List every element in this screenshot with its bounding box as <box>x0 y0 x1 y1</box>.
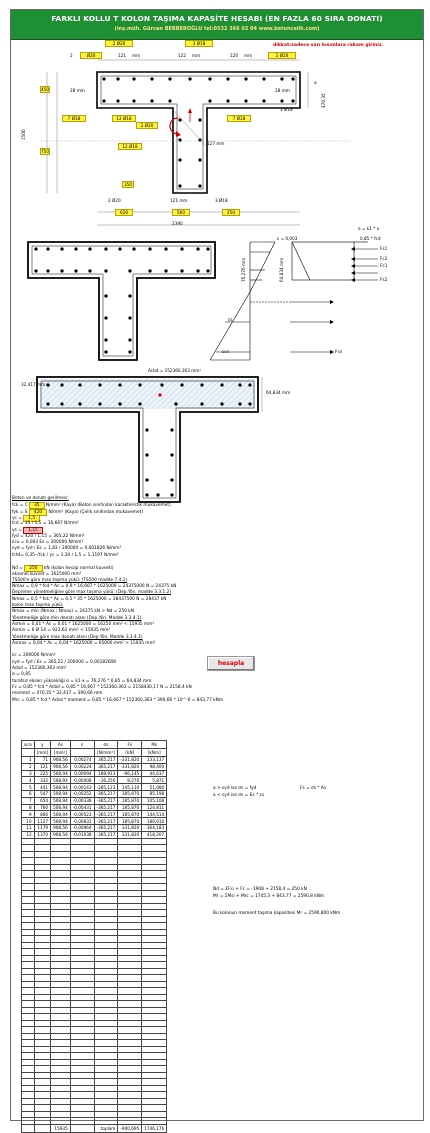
column-header: [N/mm²] <box>94 749 118 757</box>
table-cell: -331,820 <box>118 757 142 764</box>
table-cell: -365,217 <box>94 831 118 838</box>
table-cell: -0,00143 <box>70 784 94 791</box>
table-cell: 3 <box>22 770 35 777</box>
table-cell: -0,00338 <box>70 797 94 804</box>
table-cell: -365,217 <box>94 804 118 811</box>
calc-line: α = 0,85 <box>12 672 31 678</box>
alpha-label: α <box>314 80 317 85</box>
total-cell: 1746,176 <box>142 1124 167 1132</box>
table-cell: 654 <box>34 797 50 804</box>
calc-line: kolon max taşıma yükü: <box>12 603 64 609</box>
table-cell: 188,913 <box>94 770 118 777</box>
t-section-compression <box>37 377 262 502</box>
bar-stem-top[interactable]: 2 Ø20 <box>136 122 158 129</box>
calc-line: fcd = 35 / 1,5 = 16,667 N/mm² <box>12 521 79 527</box>
table-cell: 1179 <box>34 824 50 831</box>
table-cell: 185,870 <box>118 797 142 804</box>
note-r2: a < εyd ise σs = Es * εs <box>213 793 265 798</box>
calc-line: Asmin = 0,01 * Ac = 0,01 * 1625000 = 16250 mm² < 15935 mm² <box>12 621 155 627</box>
t-section-stress <box>28 242 378 360</box>
dim-120: 120 <box>230 53 238 58</box>
dim-unit-3: mm <box>244 53 253 58</box>
stem-height-input[interactable]: 750 <box>41 149 49 154</box>
calc-line: Asmin = 6 Ø 14 = 923,63 mm² < 15935 mm² <box>12 628 111 634</box>
table-cell: -0,00008 <box>70 777 94 784</box>
table-cell: 760 <box>34 804 50 811</box>
calc-line: Nmax = 0,5 * fck * Ac = 0,5 * 35 * 1625000 = 28437500 N = 28437 kN <box>12 596 167 602</box>
table-cell: 508,94 <box>51 811 71 818</box>
calc-line: Nmax = min (Nmax ; Nmax) = 24375 kN > Nd = 250 kN <box>12 609 135 615</box>
table-cell: -365,217 <box>94 811 118 818</box>
table-cell: 866 <box>34 811 50 818</box>
input-cell[interactable]: 35 <box>29 502 44 509</box>
input-cell[interactable]: 420 <box>29 509 47 516</box>
calc-line: Yönetmeliğe göre max donatı alanı (Dep.Yön. Madde 3.3.4.1) <box>12 634 143 640</box>
table-cell: -365,217 <box>94 790 118 797</box>
table-cell: 8 <box>22 804 35 811</box>
table-cell: 121 <box>34 763 50 770</box>
total-height: 1500 <box>21 129 26 140</box>
eps-s1: εs <box>228 317 233 322</box>
column-header: ε <box>70 741 94 749</box>
calc-line: Nd = 250 kN (kolon hesap normal kuvveti) <box>12 566 114 572</box>
total-cell <box>22 1124 35 1132</box>
note-n1: Nd = ΣFsi + Fc = -1908 + 2158,4 = 250 kN <box>213 887 307 892</box>
table-row <box>22 784 167 791</box>
table-cell: 364,183 <box>142 824 167 831</box>
total-cell <box>34 1124 50 1132</box>
column-header: Fs <box>118 741 142 749</box>
calc-line: fyd = 420 / 1,15 = 365,22 N/mm² <box>12 533 85 539</box>
table-cell: 908,56 <box>51 763 71 770</box>
input-cell[interactable]: 250 <box>24 565 42 572</box>
dim-unit-1: mm <box>132 53 141 58</box>
calc-line: fck = C 35 N/mm² (Kaya) (Beton sınıfından karakteristik mukavemet) <box>12 503 171 509</box>
force-fc1: Fc1 <box>380 263 388 268</box>
table-cell: 144,514 <box>142 811 167 818</box>
column-header <box>70 749 94 757</box>
column-header: [kNm] <box>142 749 167 757</box>
note-r1: a > εyd ise σs = fyd <box>213 786 257 791</box>
column-header: [mm²] <box>51 749 71 757</box>
table-cell: 186,010 <box>142 818 167 825</box>
results-table <box>21 740 167 1133</box>
column-header: As <box>51 741 71 749</box>
table-row <box>22 797 167 804</box>
table-cell: 225 <box>34 770 50 777</box>
calc-line: γs = 1,15 <box>12 527 404 533</box>
table-cell: 1 <box>22 757 35 764</box>
table-cell: -285,123 <box>94 784 118 791</box>
table-cell: 44,637 <box>142 770 167 777</box>
acbd-caption: Acbd = 152360,363 mm² <box>148 368 202 373</box>
table-cell: 508,94 <box>51 804 71 811</box>
note-n3: Bu kolonun moment taşıma kapasitesi Mr = 2590,800 kNm <box>213 911 341 916</box>
table-cell: 908,56 <box>51 831 71 838</box>
dim-unit-2: mm <box>192 53 201 58</box>
column-header <box>22 749 35 757</box>
k1x-label: a = k1 * x <box>358 226 380 231</box>
bar-dim-1[interactable]: Ø20 <box>80 52 102 59</box>
table-cell: 145,110 <box>118 784 142 791</box>
table-cell: 441 <box>34 784 50 791</box>
table-cell: 1370 <box>34 831 50 838</box>
table-cell: -365,217 <box>94 824 118 831</box>
eps-sn: εsn <box>222 349 230 354</box>
calc-line: εcu = 0,003 Es = 200000 N/mm² <box>12 540 84 546</box>
table-cell: 124,811 <box>142 804 167 811</box>
table-cell: 185,870 <box>118 790 142 797</box>
note-r1b: Fs = σs * As <box>300 786 327 791</box>
input-cell[interactable]: 1,5 <box>23 515 40 522</box>
depth2-label: 64,834 mm <box>279 257 284 282</box>
calc-line: fyk = S 420 N/mm² (Kaya) (Çelik sınıfından mukavemet) <box>12 509 143 515</box>
calc-line: Asmax = 0,04 * Ac = 0,04 * 1625000 = 65000 mm² > 15935 mm² <box>12 640 156 646</box>
calculation-block <box>12 496 404 704</box>
force-fsn: Fsn <box>335 349 343 354</box>
table-cell: 51,080 <box>142 784 167 791</box>
calc-line: εc = 200000 N/mm² <box>12 653 56 659</box>
table-cell: 908,56 <box>51 757 71 764</box>
calc-line: Beton ve donatı gerilmesi: <box>12 496 69 501</box>
table-cell: 2 <box>22 763 35 770</box>
calc-line: eksenel kuvvet = 1625000 mm² <box>12 571 82 577</box>
table-cell: 4 <box>22 777 35 784</box>
bar-side-left[interactable]: 7 Ø18 <box>62 115 86 122</box>
table-cell: 508,94 <box>51 790 71 797</box>
force-fs2: Fs2 <box>380 277 388 282</box>
dim-28a: 28 mm <box>70 88 85 93</box>
calc-line: moment = 470,35 * 32,417 = 390,66 mm <box>12 691 103 697</box>
table-cell: -0,01038 <box>70 831 94 838</box>
table-cell: 133,137 <box>142 757 167 764</box>
rebar-dots-top <box>102 77 294 187</box>
dim-122: 122 <box>178 53 186 58</box>
table-cell: -0,00964 <box>70 824 94 831</box>
dim-620[interactable]: 620 <box>115 209 133 216</box>
total-width: 2390 <box>172 221 183 226</box>
table-cell: 11 <box>22 824 35 831</box>
table-cell: -331,820 <box>118 763 142 770</box>
mid-label[interactable]: 350 <box>124 182 132 187</box>
calc-line: Yönetmeliğe göre min donatı alanı (Dep.Yön. Madde 3.3.4.1) <box>12 615 142 621</box>
total-cell: -900,695 <box>118 1124 142 1132</box>
bar-top-right[interactable]: 2 Ø20 <box>268 52 296 59</box>
calc-line: fctd= 0,35·√fck / γc = 1,30 / 1,5 = 1,1197 N/mm² <box>12 552 119 558</box>
table-cell: 0,00224 <box>70 763 94 770</box>
table-row <box>22 777 167 784</box>
bar-side-right[interactable]: 7 Ø18 <box>227 115 251 122</box>
column-header: Ms <box>142 741 167 749</box>
table-cell: 0,00274 <box>70 757 94 764</box>
table-cell: -96,145 <box>118 770 142 777</box>
table-cell: -16,250 <box>94 777 118 784</box>
dim-28b: 28 mm <box>275 88 290 93</box>
right-dim-2: 64,834 mm <box>266 390 291 395</box>
input-cell[interactable]: 1,15 <box>23 527 43 534</box>
table-cell: -365,217 <box>94 797 118 804</box>
table-cell: 185,870 <box>118 804 142 811</box>
table-cell: 5,871 <box>142 777 167 784</box>
table-cell: -0,00523 <box>70 811 94 818</box>
eps-c-label: ε = 0,003 <box>277 236 298 241</box>
table-cell: 105,108 <box>142 797 167 804</box>
table-cell: -0,00252 <box>70 790 94 797</box>
total-cell: toplam <box>94 1124 118 1132</box>
calc-line: εyd = fyd / Es = 1,83 / 200000 = 0,001826 N/mm² <box>12 546 122 552</box>
calc-line: Nmax = 0,9 * fcd * Ac = 0,9 * 16,667 * 1625000 = 24375000 N = 24375 kN <box>12 584 177 590</box>
dim-121b: 121 mm <box>170 198 188 203</box>
table-cell: 365,217 <box>94 763 118 770</box>
bar-stem[interactable]: 12 Ø18 <box>118 143 142 150</box>
table-cell: 12 <box>22 831 35 838</box>
table-cell: 508,94 <box>51 818 71 825</box>
dim-121: 121 <box>118 53 126 58</box>
table-cell: 547 <box>34 790 50 797</box>
column-header: [kN] <box>118 749 142 757</box>
table-cell: 331,820 <box>118 831 142 838</box>
table-cell: 185,870 <box>118 818 142 825</box>
table-cell: 508,94 <box>51 797 71 804</box>
calc-line: Fc = 0,85 * fcd * Acbd = 0,85 * 16,667 * 152360,363 = 2158430,17 N = 2158,4 kN <box>12 684 192 690</box>
column-header: y <box>34 741 50 749</box>
table-cell: 7 <box>22 797 35 804</box>
force-fs1: Fs1 <box>380 246 388 251</box>
table-cell: 365,217 <box>94 757 118 764</box>
t-section-top <box>40 60 350 225</box>
calc-line: εyd = fyd / Es = 365,22 / 200000 = 0,00182608 <box>12 659 117 665</box>
table-cell: 508,94 <box>51 777 71 784</box>
table-row <box>22 831 167 838</box>
table-row <box>22 790 167 797</box>
table-cell: 85,198 <box>142 790 167 797</box>
table-header-row <box>22 741 167 749</box>
left-dim-2: 32,417 mm <box>21 382 46 387</box>
bar-top-mid[interactable]: 3 Ø18 <box>185 40 213 47</box>
table-cell: 8,270 <box>118 777 142 784</box>
table-cell: 332 <box>34 777 50 784</box>
column-header: sıra <box>22 741 35 749</box>
total-cell <box>70 1124 94 1132</box>
table-cell: 98,400 <box>142 763 167 770</box>
bar-bottom-left: 2 Ø20 <box>108 198 121 203</box>
calc-line: Depreme yönetmeliğine göre max taşıma yükü: (Dep.Yön. madde 3.3.1.2) <box>12 590 171 596</box>
column-header: σs <box>94 741 118 749</box>
table-cell: 10 <box>22 818 35 825</box>
label-2: 2 <box>70 53 73 58</box>
table-cell: 9 <box>22 811 35 818</box>
calc-line: TS500'e göre max taşıma yükü: (TS500 madde 7.4.1) <box>12 577 128 583</box>
table-cell: 418,207 <box>142 831 167 838</box>
bar-bottom-right: 3 Ø18 <box>215 198 228 203</box>
dim-560[interactable]: 560 <box>172 209 190 216</box>
bar-top-left[interactable]: 2 Ø20 <box>105 40 133 47</box>
table-header-row <box>22 749 167 757</box>
table-row <box>22 757 167 764</box>
depth-label: 76,276 mm <box>241 257 246 282</box>
table-cell: 908,56 <box>51 824 71 831</box>
table-row <box>22 770 167 777</box>
table-cell: 185,870 <box>118 811 142 818</box>
instruction-note: dikkat:sadece sarı kısımlara rakam giriniz. <box>273 43 384 48</box>
force-fc2: Fc2 <box>380 256 388 261</box>
table-cell: -365,217 <box>94 818 118 825</box>
table-cell: 331,820 <box>118 824 142 831</box>
table-cell: 6 <box>22 790 35 797</box>
calc-line: Mrc = 0,85 * fcd * Acbd * moment = 0,85 * 16,667 * 152360,363 * 390,66 * 10^-6 = 843,77 kNm <box>12 697 224 703</box>
table-cell: -0,00431 <box>70 804 94 811</box>
dim-250[interactable]: 250 <box>222 209 240 216</box>
page-subtitle: (inş.müh. Gürcan BERBEROĞLU tel:0532 366 02 04 www.betoncelik.com) <box>114 26 320 32</box>
table-row <box>22 804 167 811</box>
table-row <box>22 763 167 770</box>
calc-line: γc = 1,5 <box>12 515 404 521</box>
column-header: [mm] <box>34 749 50 757</box>
dim-127: 127 mm <box>207 141 225 146</box>
total-cell: 15935 <box>51 1124 71 1132</box>
note-n2: Mr = ΣMsi + Mrc = 1745,3 + 843,77 = 2590,8 kNm <box>213 894 325 899</box>
left-height-input[interactable]: 450 <box>41 87 49 92</box>
table-row <box>22 824 167 831</box>
table-cell: 0,00094 <box>70 770 94 777</box>
table-cell: 5 <box>22 784 35 791</box>
table-total-row <box>22 1124 167 1132</box>
hesapla-button[interactable]: hesapla <box>207 656 255 671</box>
page-title: FARKLI KOLLU T KOLON TAŞIMA KAPASİTE HESABI (EN FAZLA 60 SIRA DONATI) <box>51 14 383 23</box>
table-cell: 508,94 <box>51 770 71 777</box>
calc-line: tarafsız eksen yüksekliği α = k1·x = 76,276 * 0,85 = 64,834 mm <box>12 678 152 684</box>
bar-side-right2: 3 Ø18 <box>280 107 293 112</box>
right-dim: 470,35 <box>321 93 326 108</box>
calc-line: Acbd = 152360,363 mm² <box>12 666 67 672</box>
table-row <box>22 818 167 825</box>
table-cell: -0,00831 <box>70 818 94 825</box>
table-row <box>22 811 167 818</box>
table-cell: 1127 <box>34 818 50 825</box>
fc-label: 0,85 * fcd <box>360 236 381 241</box>
table-cell: 508,94 <box>51 784 71 791</box>
table-cell: 71 <box>34 757 50 764</box>
bar-side-mid[interactable]: 12 Ø18 <box>112 115 136 122</box>
